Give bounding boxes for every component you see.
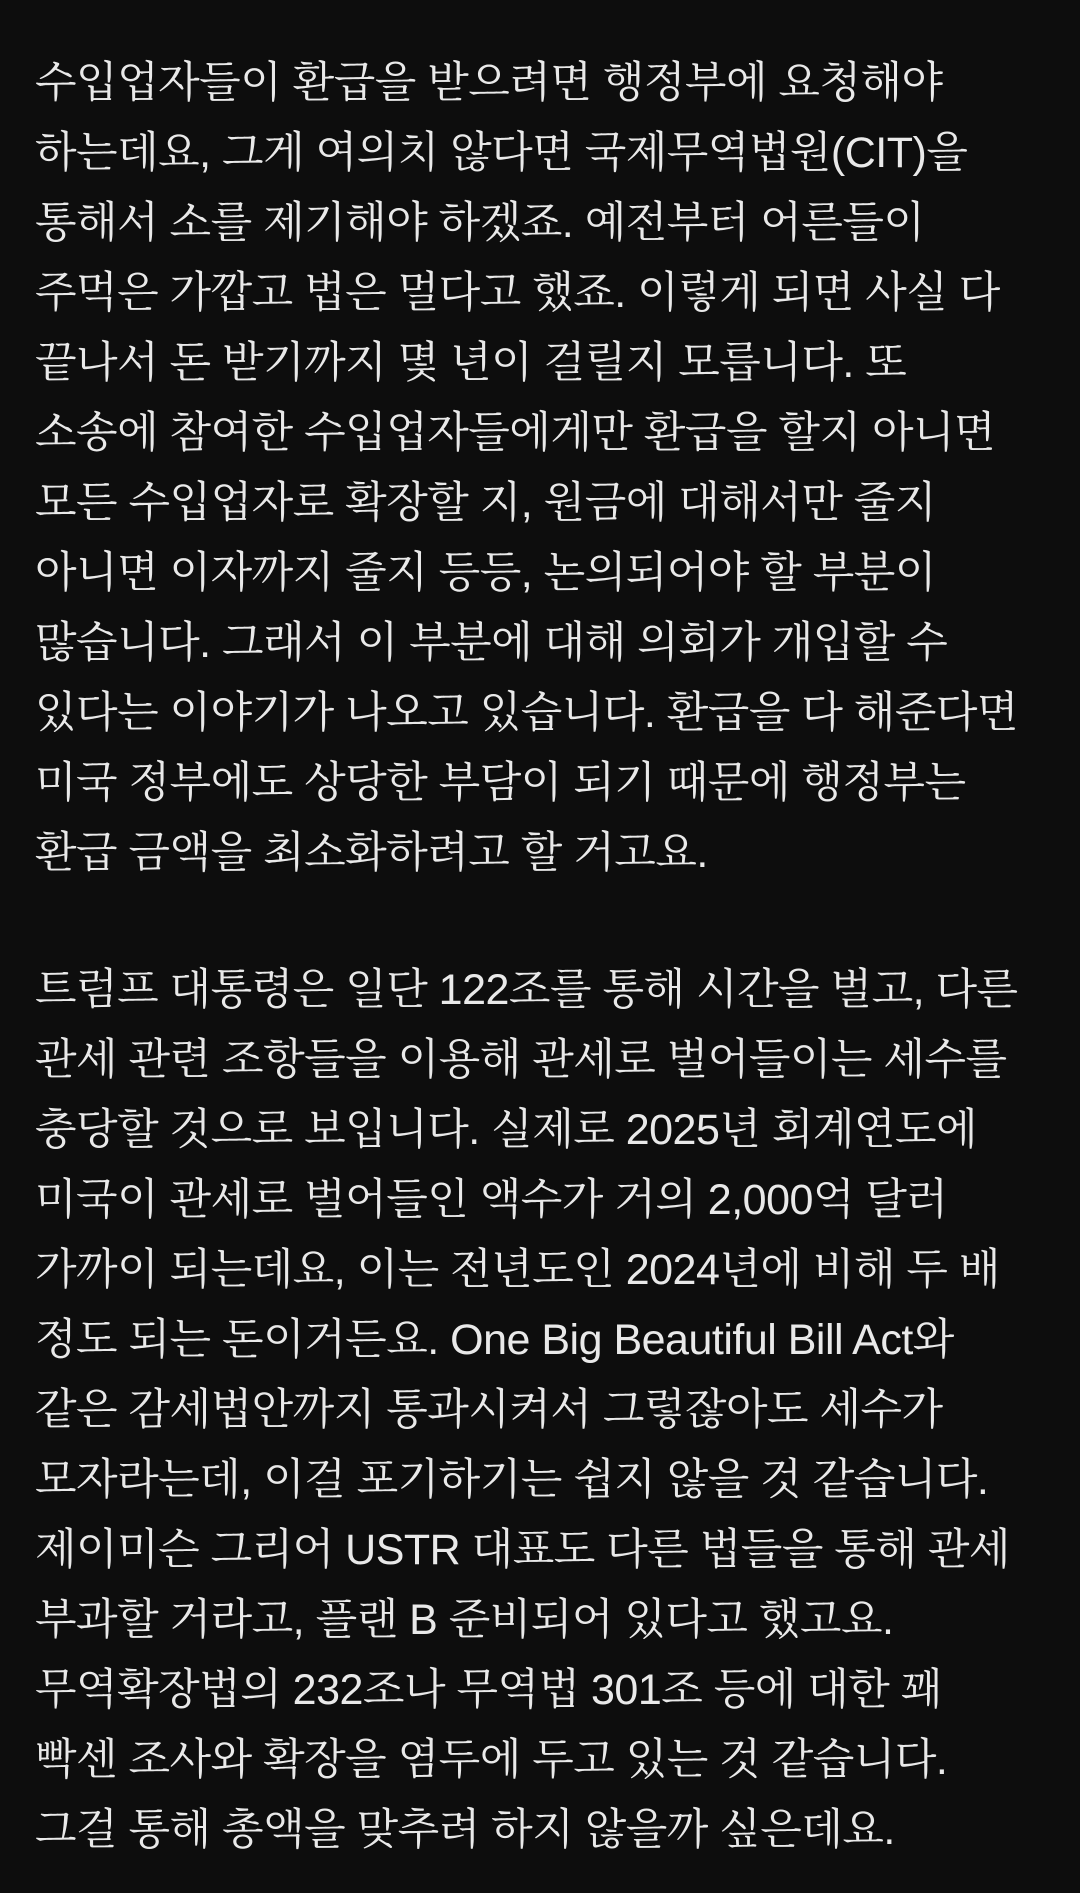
text-line: 무역확장법의 232조나 무역법 301조 등에 대한 꽤 [35, 1666, 942, 1714]
text-line: 충당할 것으로 보입니다. 실제로 2025년 회계연도에 [35, 1106, 978, 1154]
paragraph [35, 955, 1060, 1865]
text-line: 수입업자들이 환급을 받으려면 행정부에 요청해야 [35, 59, 943, 107]
text-line: 정도 되는 돈이거든요. One Big Beautiful Bill Act와 [35, 1316, 954, 1364]
text-line: 소송에 참여한 수입업자들에게만 환급을 할지 아니면 [35, 409, 996, 457]
text-line: 관세 관련 조항들을 이용해 관세로 벌어들이는 세수를 [35, 1036, 1007, 1084]
text-line: 같은 감세법안까지 통과시켜서 그렇잖아도 세수가 [35, 1386, 943, 1434]
text-line: 모자라는데, 이걸 포기하기는 쉽지 않을 것 같습니다. [35, 1456, 989, 1504]
paragraph [35, 48, 1060, 888]
transcript-body [35, 48, 1060, 1865]
text-line: 모든 수입업자로 확장할 지, 원금에 대해서만 줄지 [35, 479, 936, 527]
text-line: 부과할 거라고, 플랜 B 준비되어 있다고 했고요. [35, 1596, 894, 1644]
text-line: 끝나서 돈 받기까지 몇 년이 걸릴지 모릅니다. 또 [35, 339, 907, 387]
text-line: 빡센 조사와 확장을 염두에 두고 있는 것 같습니다. [35, 1736, 948, 1784]
text-line: 주먹은 가깝고 법은 멀다고 했죠. 이렇게 되면 사실 다 [35, 269, 1000, 317]
text-line: 아니면 이자까지 줄지 등등, 논의되어야 할 부분이 [35, 549, 936, 597]
text-line: 통해서 소를 제기해야 하겠죠. 예전부터 어른들이 [35, 199, 925, 247]
text-line: 미국이 관세로 벌어들인 액수가 거의 2,000억 달러 [35, 1176, 948, 1224]
text-line: 제이미슨 그리어 USTR 대표도 다른 법들을 통해 관세 [35, 1526, 1010, 1574]
text-line: 많습니다. 그래서 이 부분에 대해 의회가 개입할 수 [35, 619, 948, 667]
text-line: 하는데요, 그게 여의치 않다면 국제무역법원(CIT)을 [35, 129, 968, 177]
text-line: 그걸 통해 총액을 맞추려 하지 않을까 싶은데요. [35, 1806, 895, 1854]
text-line: 트럼프 대통령은 일단 122조를 통해 시간을 벌고, 다른 [35, 966, 1018, 1014]
text-line: 가까이 되는데요, 이는 전년도인 2024년에 비해 두 배 [35, 1246, 1000, 1294]
text-line: 있다는 이야기가 나오고 있습니다. 환급을 다 해준다면 [35, 689, 1018, 737]
text-line: 환급 금액을 최소화하려고 할 거고요. [35, 829, 708, 877]
text-line: 미국 정부에도 상당한 부담이 되기 때문에 행정부는 [35, 759, 966, 807]
